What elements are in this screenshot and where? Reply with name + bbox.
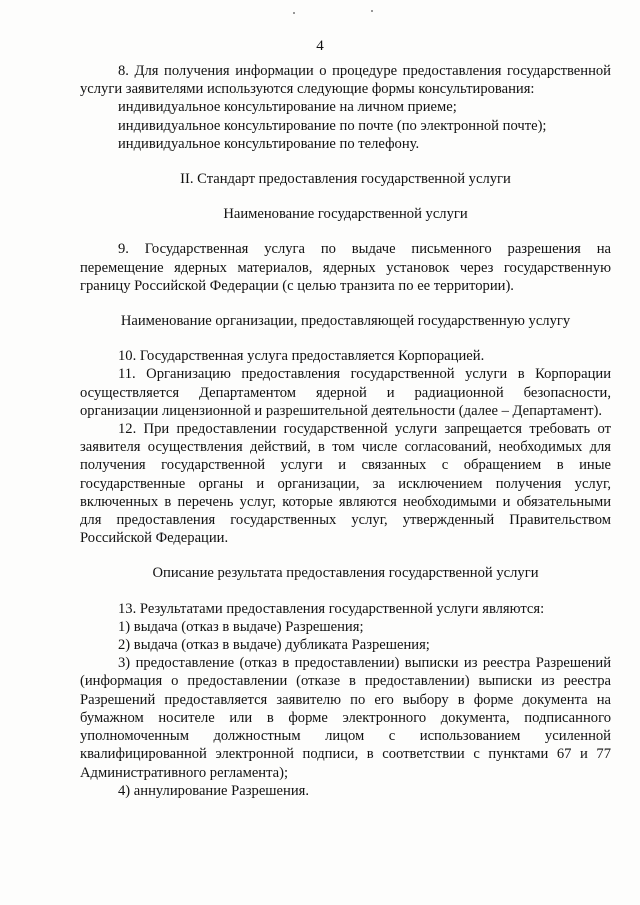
consultation-form-item: индивидуальное консультирование на личном приеме; — [118, 99, 457, 116]
paragraph-13: 13. Результатами предоставления государственной услуги являются: — [118, 600, 545, 617]
result-item-2: 2) выдача (отказ в выдаче) дубликата Разрешения; — [118, 637, 430, 654]
consultation-form-item: индивидуальное консультирование по почте (по электронной почте); — [118, 117, 547, 134]
page-number: 4 — [316, 38, 324, 54]
paragraph-10: 10. Государственная услуга предоставляется Корпорацией. — [118, 348, 485, 365]
organization-heading: Наименование организации, предоставляющей государственную услугу — [120, 313, 571, 330]
service-name-heading: Наименование государственной услуги — [223, 206, 468, 223]
consultation-form-item: индивидуальное консультирование по телефону. — [118, 135, 420, 152]
result-heading: Описание результата предоставления государственной услуги — [152, 565, 539, 582]
paragraph-11: 11. Организацию предоставления государственной услуги в Корпорации осуществляется Департаментом ядерной и радиационной безопасности, организации лицензионной и разрешительной деятельности (далее – Департамент). — [80, 366, 611, 419]
scan-speck — [371, 10, 373, 12]
result-item-1: 1) выдача (отказ в выдаче) Разрешения; — [118, 618, 364, 635]
document-body — [80, 62, 611, 800]
paragraph-8: 8. Для получения информации о процедуре предоставления государственной услуги заявителями используются следующие формы консультирования: — [80, 63, 611, 98]
paragraph-9: 9. Государственная услуга по выдаче письменного разрешения на перемещение ядерных материалов, ядерных установок через государственную границу Российской Федерации (с целью транзита по ее территории). — [80, 241, 611, 294]
scan-speck — [293, 12, 295, 14]
section-2-title: II. Стандарт предоставления государственной услуги — [180, 171, 511, 188]
paragraph-12: 12. При предоставлении государственной услуги запрещается требовать от заявителя осуществления действий, в том числе согласований, необходимых для получения государственной услуги и связанных с обращением в иные государственные органы и организации, за исключением получения услуг, включенных в перечень услуг, которые являются необходимыми и обязательными для предоставления государственных услуг, утвержденный Правительством Российской Федерации. — [80, 421, 611, 547]
result-item-4: 4) аннулирование Разрешения. — [118, 782, 309, 799]
result-item-3: 3) предоставление (отказ в предоставлении) выписки из реестра Разрешений (информация о предоставлении (отказе в предоставлении) выписки из реестра Разрешений предоставляется заявителю по его выбору в форме документа на бумажном носителе или в форме электронного документа, подписанного уполномоченным должностным лицом с использованием усиленной квалифицированной электронной подписи, в соответствии с пунктами 67 и 77 Административного регламента); — [80, 655, 611, 781]
